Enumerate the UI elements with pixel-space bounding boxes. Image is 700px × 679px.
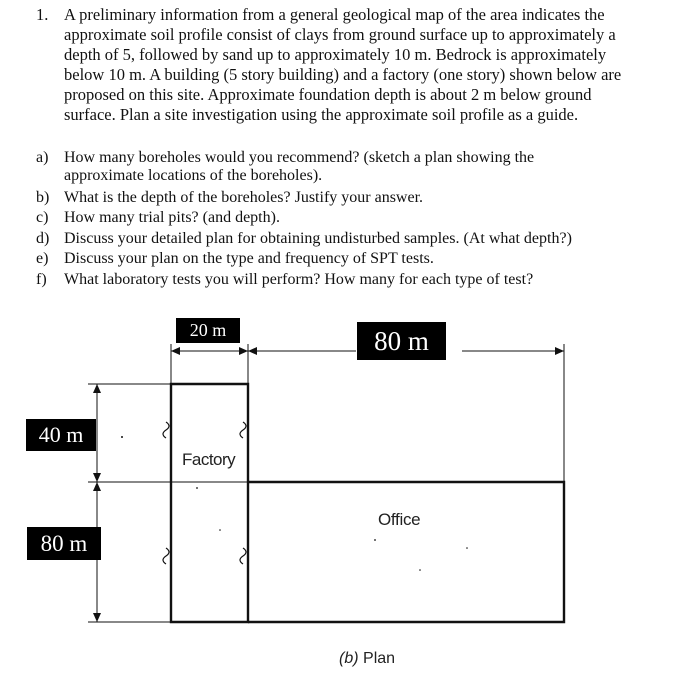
dimension-label-factory-depth: 40 m xyxy=(26,419,96,451)
subquestion-letter: d) xyxy=(36,230,50,247)
subquestion-text: Discuss your detailed plan for obtaining undisturbed samples. (At what depth?) xyxy=(64,230,572,247)
speck xyxy=(466,547,468,549)
subquestion-letter: f) xyxy=(36,271,47,288)
arrowhead xyxy=(93,613,101,622)
break-mark xyxy=(240,548,246,564)
factory-outline xyxy=(171,384,248,622)
subquestion-text: Discuss your plan on the type and frequency of SPT tests. xyxy=(64,250,434,267)
subquestion-letter: b) xyxy=(36,189,50,206)
subquestion-text: How many boreholes would you recommend? (sketch a plan showing the xyxy=(64,149,535,166)
speck xyxy=(419,569,421,571)
subquestion-text: approximate locations of the boreholes). xyxy=(64,167,323,184)
arrowhead xyxy=(248,347,257,355)
figure-caption xyxy=(339,650,395,668)
speck xyxy=(196,487,198,489)
subquestion-letter: a) xyxy=(36,149,49,166)
question-line: A preliminary information from a general geological map of the area indicates the xyxy=(64,5,605,24)
question-number: 1. xyxy=(36,5,49,24)
arrowhead xyxy=(239,347,248,355)
speck xyxy=(219,529,221,531)
question-line: surface. Plan a site investigation using the approximate soil profile as a guide. xyxy=(64,105,579,124)
subquestion-letter: e) xyxy=(36,250,49,267)
caption-text: Plan xyxy=(363,650,396,667)
speck xyxy=(121,436,123,438)
arrowhead xyxy=(555,347,564,355)
caption-prefix: (b) xyxy=(339,650,359,667)
question-line: below 10 m. A building (5 story building) and a factory (one story) shown below are xyxy=(64,65,622,84)
speck xyxy=(374,539,376,541)
arrowhead xyxy=(171,347,180,355)
dimension-label-office-depth: 80 m xyxy=(27,527,101,560)
subquestion-text: What laboratory tests you will perform? How many for each type of test? xyxy=(64,271,534,288)
arrowhead xyxy=(93,384,101,393)
break-mark xyxy=(240,422,246,438)
question-line: depth of 5, followed by sand up to approximately 10 m. Bedrock is approximately xyxy=(64,45,607,64)
subquestion-text: How many trial pits? (and depth). xyxy=(64,209,280,226)
factory-label: Factory xyxy=(182,450,236,469)
arrowhead xyxy=(93,482,101,491)
dimension-label-office-width: 80 m xyxy=(357,322,446,360)
question-line: approximate soil profile consist of clays from ground surface up to approximately a xyxy=(64,25,616,44)
subquestion-letter: c) xyxy=(36,209,49,226)
question-line: proposed on this site. Approximate foundation depth is about 2 m below ground xyxy=(64,85,592,104)
subquestion-text: What is the depth of the boreholes? Justify your answer. xyxy=(64,189,424,206)
break-mark xyxy=(163,422,169,438)
arrowhead xyxy=(93,473,101,482)
office-outline xyxy=(248,482,564,622)
dimension-label-factory-width: 20 m xyxy=(176,318,240,343)
office-label: Office xyxy=(378,510,421,529)
break-mark xyxy=(163,548,169,564)
